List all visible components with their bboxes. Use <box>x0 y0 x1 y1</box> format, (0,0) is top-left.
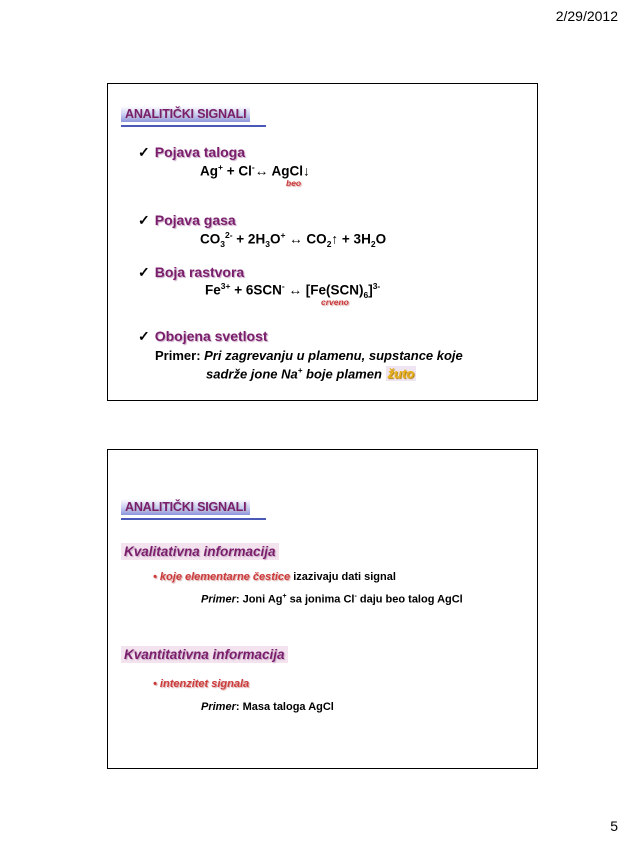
slide-2-title: ANALITIČKI SIGNALI <box>121 499 250 515</box>
note-beo: beo <box>286 178 302 188</box>
equation-co3: $CO_3^{2-} + 2H_3O^+$ ↔ $CO_2↑ + 3H_2O$ <box>200 230 387 250</box>
example-line-1: Primer: Pri zagrevanju u plamenu, supstance koje <box>155 348 463 363</box>
bullet-boja-rastvora <box>138 264 244 281</box>
bullet-pojava-gasa <box>138 212 236 229</box>
highlight-zuto: žuto <box>387 366 415 382</box>
equation-fescn: $Fe^{3+} + 6SCN^-$ ↔ $[Fe(SCN)_6]^{3-}$ <box>205 281 381 301</box>
title-underline <box>121 518 266 520</box>
bullet-title: Pojava gasa <box>154 212 236 228</box>
bullet-obojena-svetlost <box>138 328 268 345</box>
example-line-2: sadrže jone Na+ boje plamen žuto <box>206 366 415 382</box>
bullet-pojava-taloga <box>138 144 245 161</box>
qualitative-example: Primer: Joni Ag+ sa jonima Cl- daju beo talog AgCl <box>201 593 463 606</box>
page-number: 5 <box>610 818 618 834</box>
slide-2 <box>107 449 538 769</box>
bullet-title: Pojava taloga <box>154 144 245 160</box>
quantitative-heading: Kvantitativna informacija <box>121 646 288 663</box>
slide-1 <box>107 83 538 401</box>
checkmark-icon: ✓ <box>138 212 150 228</box>
quantitative-example: Primer: Masa taloga AgCl <box>201 701 334 713</box>
note-crveno: crveno <box>321 297 349 307</box>
qualitative-heading: Kvalitativna informacija <box>121 543 279 560</box>
qualitative-bullet: • koje elementarne čestice izazivaju dati signal <box>153 571 396 583</box>
checkmark-icon: ✓ <box>138 264 150 280</box>
checkmark-icon: ✓ <box>138 144 150 160</box>
title-underline <box>121 125 266 127</box>
quantitative-bullet: • intenzitet signala <box>153 678 250 690</box>
bullet-title: Boja rastvora <box>154 264 245 280</box>
equation-agcl: Ag+ + Cl-↔ AgCl↓ <box>200 162 310 179</box>
checkmark-icon: ✓ <box>138 328 150 344</box>
slide-1-title: ANALITIČKI SIGNALI <box>121 106 250 122</box>
bullet-title: Obojena svetlost <box>154 328 268 344</box>
print-date: 2/29/2012 <box>555 8 618 24</box>
